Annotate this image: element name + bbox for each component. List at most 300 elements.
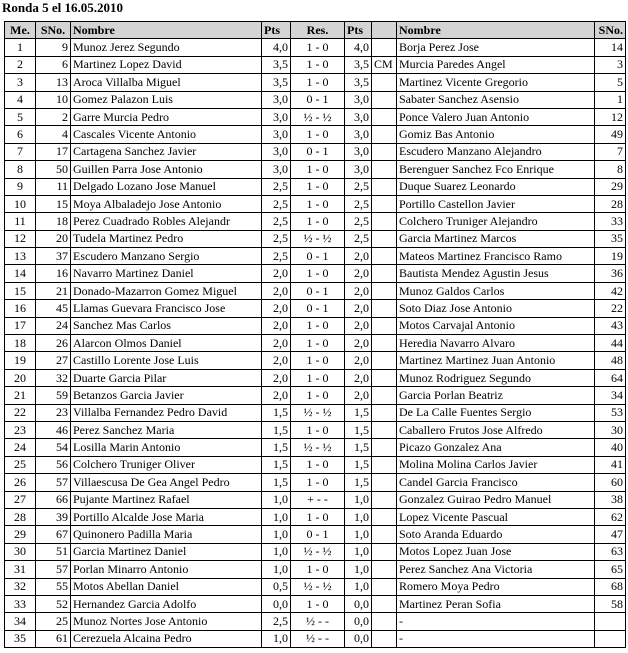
name-black: Garcia Porlan Beatriz — [397, 387, 595, 404]
header-name-black: Nombre — [397, 22, 595, 39]
pts-white: 3,5 — [262, 56, 291, 73]
pts-black: 1,5 — [345, 404, 372, 421]
pts-white: 4,0 — [262, 39, 291, 56]
pts-black: 1,5 — [345, 439, 372, 456]
name-white: Betanzos Garcia Javier — [71, 387, 262, 404]
title-black — [372, 317, 397, 334]
name-white: Porlan Minarro Antonio — [71, 561, 262, 578]
result: 0 - 1 — [291, 248, 345, 265]
pts-white: 3,5 — [262, 74, 291, 91]
pairings-table — [4, 21, 626, 648]
name-black: Heredia Navarro Alvaro — [397, 335, 595, 352]
result: 1 - 0 — [291, 508, 345, 525]
pts-black: 2,0 — [345, 300, 372, 317]
pts-white: 0,0 — [262, 595, 291, 612]
title-black — [372, 474, 397, 491]
sno-white: 55 — [36, 578, 71, 595]
pts-black: 0,0 — [345, 613, 372, 630]
name-white: Llamas Guevara Francisco Jose — [71, 300, 262, 317]
sno-white: 50 — [36, 161, 71, 178]
result: + - - — [291, 491, 345, 508]
pts-white: 2,5 — [262, 178, 291, 195]
sno-white: 61 — [36, 630, 71, 647]
sno-white: 23 — [36, 404, 71, 421]
pts-black: 1,0 — [345, 508, 372, 525]
title-black — [372, 352, 397, 369]
sno-black: 42 — [595, 282, 626, 299]
pts-white: 1,0 — [262, 508, 291, 525]
sno-black: 28 — [595, 195, 626, 212]
header-sno-black: SNo. — [595, 22, 626, 39]
table-row — [5, 561, 626, 578]
pts-white: 1,5 — [262, 474, 291, 491]
table-row — [5, 335, 626, 352]
pts-black: 2,0 — [345, 248, 372, 265]
result: 0 - 1 — [291, 91, 345, 108]
title-black — [372, 491, 397, 508]
table-row — [5, 230, 626, 247]
board-number: 13 — [5, 248, 36, 265]
table-row — [5, 387, 626, 404]
name-white: Escudero Manzano Sergio — [71, 248, 262, 265]
result: 1 - 0 — [291, 335, 345, 352]
result: 1 - 0 — [291, 195, 345, 212]
table-row — [5, 108, 626, 125]
sno-black: 34 — [595, 387, 626, 404]
sno-white: 66 — [36, 491, 71, 508]
name-black: Murcia Paredes Angel — [397, 56, 595, 73]
name-white: Cerezuela Alcaina Pedro — [71, 630, 262, 647]
title-black — [372, 526, 397, 543]
pts-white: 2,5 — [262, 248, 291, 265]
name-black: Caballero Frutos Jose Alfredo — [397, 421, 595, 438]
table-row — [5, 526, 626, 543]
result: 1 - 0 — [291, 39, 345, 56]
table-row — [5, 439, 626, 456]
board-number: 27 — [5, 491, 36, 508]
pts-white: 2,5 — [262, 195, 291, 212]
sno-white: 21 — [36, 282, 71, 299]
name-black: Borja Perez Jose — [397, 39, 595, 56]
board-number: 33 — [5, 595, 36, 612]
sno-black — [595, 630, 626, 647]
name-white: Martinez Lopez David — [71, 56, 262, 73]
sno-black: 68 — [595, 578, 626, 595]
name-black: De La Calle Fuentes Sergio — [397, 404, 595, 421]
pts-black: 2,5 — [345, 230, 372, 247]
pts-white: 2,0 — [262, 335, 291, 352]
pts-white: 1,0 — [262, 491, 291, 508]
sno-black: 30 — [595, 421, 626, 438]
header-title — [372, 22, 397, 39]
board-number: 6 — [5, 126, 36, 143]
title-black — [372, 39, 397, 56]
sno-black: 43 — [595, 317, 626, 334]
sno-white: 25 — [36, 613, 71, 630]
board-number: 20 — [5, 369, 36, 386]
name-black: Lopez Vicente Pascual — [397, 508, 595, 525]
title-black — [372, 248, 397, 265]
name-white: Moya Albaladejo Jose Antonio — [71, 195, 262, 212]
title-black — [372, 508, 397, 525]
pts-black: 2,0 — [345, 265, 372, 282]
name-white: Portillo Alcalde Jose Maria — [71, 508, 262, 525]
name-white: Perez Cuadrado Robles Alejandr — [71, 213, 262, 230]
board-number: 11 — [5, 213, 36, 230]
table-row — [5, 421, 626, 438]
pts-black: 2,5 — [345, 213, 372, 230]
result: ½ - ½ — [291, 404, 345, 421]
table-row — [5, 39, 626, 56]
pts-black: 2,0 — [345, 282, 372, 299]
sno-white: 11 — [36, 178, 71, 195]
name-black: Garcia Martinez Marcos — [397, 230, 595, 247]
sno-white: 57 — [36, 474, 71, 491]
name-black: Candel Garcia Francisco — [397, 474, 595, 491]
sno-white: 18 — [36, 213, 71, 230]
header-pts-black: Pts — [345, 22, 372, 39]
board-number: 9 — [5, 178, 36, 195]
board-number: 25 — [5, 456, 36, 473]
board-number: 7 — [5, 143, 36, 160]
header-name-white: Nombre — [71, 22, 262, 39]
pts-white: 3,0 — [262, 91, 291, 108]
table-row — [5, 508, 626, 525]
board-number: 10 — [5, 195, 36, 212]
title-black — [372, 108, 397, 125]
name-black: Martinez Peran Sofia — [397, 595, 595, 612]
board-number: 2 — [5, 56, 36, 73]
pts-white: 1,0 — [262, 561, 291, 578]
name-white: Castillo Lorente Jose Luis — [71, 352, 262, 369]
name-black: Picazo Gonzalez Ana — [397, 439, 595, 456]
board-number: 8 — [5, 161, 36, 178]
table-header-row — [5, 22, 626, 39]
title-black — [372, 578, 397, 595]
sno-black: 65 — [595, 561, 626, 578]
sno-white: 52 — [36, 595, 71, 612]
sno-white: 45 — [36, 300, 71, 317]
table-row — [5, 613, 626, 630]
table-row — [5, 578, 626, 595]
result: 1 - 0 — [291, 369, 345, 386]
sno-black: 19 — [595, 248, 626, 265]
pts-black: 0,0 — [345, 595, 372, 612]
pts-white: 2,0 — [262, 300, 291, 317]
table-row — [5, 543, 626, 560]
title-black — [372, 439, 397, 456]
pts-white: 3,0 — [262, 143, 291, 160]
result: 1 - 0 — [291, 56, 345, 73]
sno-white: 6 — [36, 56, 71, 73]
table-row — [5, 56, 626, 73]
sno-black: 36 — [595, 265, 626, 282]
pts-white: 1,5 — [262, 439, 291, 456]
title-black — [372, 543, 397, 560]
sno-black: 8 — [595, 161, 626, 178]
sno-black: 22 — [595, 300, 626, 317]
name-white: Sanchez Mas Carlos — [71, 317, 262, 334]
title-black — [372, 91, 397, 108]
name-white: Navarro Martinez Daniel — [71, 265, 262, 282]
title-black — [372, 561, 397, 578]
board-number: 24 — [5, 439, 36, 456]
board-number: 28 — [5, 508, 36, 525]
board-number: 1 — [5, 39, 36, 56]
title-black — [372, 143, 397, 160]
table-row — [5, 91, 626, 108]
title-black — [372, 74, 397, 91]
title-black — [372, 456, 397, 473]
name-black: Martinez Martinez Juan Antonio — [397, 352, 595, 369]
table-row — [5, 474, 626, 491]
header-sno-white: SNo. — [36, 22, 71, 39]
title-black — [372, 613, 397, 630]
name-white: Munoz Nortes Jose Antonio — [71, 613, 262, 630]
sno-black: 12 — [595, 108, 626, 125]
name-black: Martinez Vicente Gregorio — [397, 74, 595, 91]
table-row — [5, 213, 626, 230]
sno-white: 4 — [36, 126, 71, 143]
sno-white: 54 — [36, 439, 71, 456]
name-black: Ponce Valero Juan Antonio — [397, 108, 595, 125]
pts-black: 2,0 — [345, 352, 372, 369]
pts-black: 3,0 — [345, 108, 372, 125]
table-row — [5, 352, 626, 369]
result: ½ - - — [291, 613, 345, 630]
table-row — [5, 630, 626, 647]
pts-white: 3,0 — [262, 161, 291, 178]
pts-white: 2,0 — [262, 387, 291, 404]
sno-white: 9 — [36, 39, 71, 56]
pts-white: 2,0 — [262, 317, 291, 334]
name-black: Duque Suarez Leonardo — [397, 178, 595, 195]
pts-black: 0,0 — [345, 630, 372, 647]
title-black — [372, 335, 397, 352]
title-black — [372, 265, 397, 282]
title-black — [372, 595, 397, 612]
sno-black: 60 — [595, 474, 626, 491]
sno-black: 44 — [595, 335, 626, 352]
table-row — [5, 126, 626, 143]
board-number: 29 — [5, 526, 36, 543]
result: 1 - 0 — [291, 161, 345, 178]
pts-black: 3,0 — [345, 143, 372, 160]
board-number: 34 — [5, 613, 36, 630]
pts-white: 1,0 — [262, 543, 291, 560]
board-number: 3 — [5, 74, 36, 91]
name-white: Guillen Parra Jose Antonio — [71, 161, 262, 178]
table-row — [5, 195, 626, 212]
sno-black: 7 — [595, 143, 626, 160]
pts-black: 3,5 — [345, 56, 372, 73]
name-black: Motos Lopez Juan Jose — [397, 543, 595, 560]
sno-black: 14 — [595, 39, 626, 56]
name-black: Perez Sanchez Ana Victoria — [397, 561, 595, 578]
pts-black: 3,0 — [345, 91, 372, 108]
name-white: Cartagena Sanchez Javier — [71, 143, 262, 160]
result: 1 - 0 — [291, 126, 345, 143]
board-number: 5 — [5, 108, 36, 125]
title-black — [372, 126, 397, 143]
pts-black: 2,0 — [345, 317, 372, 334]
sno-white: 26 — [36, 335, 71, 352]
table-row — [5, 265, 626, 282]
board-number: 21 — [5, 387, 36, 404]
table-row — [5, 369, 626, 386]
result: 0 - 1 — [291, 282, 345, 299]
name-black: Soto Aranda Eduardo — [397, 526, 595, 543]
sno-white: 13 — [36, 74, 71, 91]
table-row — [5, 74, 626, 91]
title-black — [372, 230, 397, 247]
name-white: Villaescusa De Gea Angel Pedro — [71, 474, 262, 491]
board-number: 4 — [5, 91, 36, 108]
name-white: Aroca Villalba Miguel — [71, 74, 262, 91]
title-black — [372, 195, 397, 212]
sno-black: 3 — [595, 56, 626, 73]
board-number: 14 — [5, 265, 36, 282]
pts-black: 1,0 — [345, 561, 372, 578]
result: 1 - 0 — [291, 74, 345, 91]
result: 1 - 0 — [291, 213, 345, 230]
table-row — [5, 456, 626, 473]
pts-white: 1,0 — [262, 526, 291, 543]
pts-black: 1,0 — [345, 543, 372, 560]
title-black — [372, 282, 397, 299]
table-row — [5, 491, 626, 508]
pts-white: 1,5 — [262, 421, 291, 438]
sno-black — [595, 613, 626, 630]
name-white: Villalba Fernandez Pedro David — [71, 404, 262, 421]
result: 1 - 0 — [291, 421, 345, 438]
name-black: - — [397, 630, 595, 647]
name-black: Colchero Truniger Alejandro — [397, 213, 595, 230]
name-black: Portillo Castellon Javier — [397, 195, 595, 212]
result: 1 - 0 — [291, 265, 345, 282]
result: 1 - 0 — [291, 387, 345, 404]
sno-white: 10 — [36, 91, 71, 108]
pts-black: 4,0 — [345, 39, 372, 56]
title-black: CM — [372, 56, 397, 73]
table-row — [5, 317, 626, 334]
pts-white: 2,5 — [262, 213, 291, 230]
name-black: Munoz Galdos Carlos — [397, 282, 595, 299]
table-row — [5, 282, 626, 299]
sno-black: 38 — [595, 491, 626, 508]
table-row — [5, 248, 626, 265]
sno-white: 32 — [36, 369, 71, 386]
table-row — [5, 161, 626, 178]
title-black — [372, 161, 397, 178]
result: 0 - 1 — [291, 300, 345, 317]
pts-white: 3,0 — [262, 126, 291, 143]
name-white: Perez Sanchez Maria — [71, 421, 262, 438]
pts-white: 2,5 — [262, 613, 291, 630]
result: 1 - 0 — [291, 456, 345, 473]
table-row — [5, 178, 626, 195]
pts-black: 1,0 — [345, 578, 372, 595]
sno-white: 51 — [36, 543, 71, 560]
result: 1 - 0 — [291, 561, 345, 578]
pts-white: 2,0 — [262, 282, 291, 299]
board-number: 17 — [5, 317, 36, 334]
page-title: Ronda 5 el 16.05.2010 — [2, 0, 123, 15]
pts-black: 3,0 — [345, 126, 372, 143]
sno-black: 62 — [595, 508, 626, 525]
result: ½ - ½ — [291, 578, 345, 595]
sno-white: 20 — [36, 230, 71, 247]
board-number: 31 — [5, 561, 36, 578]
name-white: Quinonero Padilla Maria — [71, 526, 262, 543]
board-number: 15 — [5, 282, 36, 299]
result: 1 - 0 — [291, 595, 345, 612]
name-black: Munoz Rodriguez Segundo — [397, 369, 595, 386]
name-black: Soto Diaz Jose Antonio — [397, 300, 595, 317]
name-white: Losilla Marin Antonio — [71, 439, 262, 456]
sno-black: 40 — [595, 439, 626, 456]
name-white: Colchero Truniger Oliver — [71, 456, 262, 473]
title-black — [372, 178, 397, 195]
pts-black: 1,0 — [345, 491, 372, 508]
pts-white: 3,0 — [262, 108, 291, 125]
pts-black: 2,5 — [345, 178, 372, 195]
sno-white: 59 — [36, 387, 71, 404]
sno-white: 2 — [36, 108, 71, 125]
name-white: Cascales Vicente Antonio — [71, 126, 262, 143]
header-pts-white: Pts — [262, 22, 291, 39]
pts-white: 1,0 — [262, 630, 291, 647]
pts-black: 3,0 — [345, 161, 372, 178]
pts-black: 2,0 — [345, 335, 372, 352]
sno-white: 17 — [36, 143, 71, 160]
name-white: Delgado Lozano Jose Manuel — [71, 178, 262, 195]
table-row — [5, 595, 626, 612]
sno-black: 29 — [595, 178, 626, 195]
sno-black: 33 — [595, 213, 626, 230]
sno-white: 57 — [36, 561, 71, 578]
board-number: 32 — [5, 578, 36, 595]
sno-black: 53 — [595, 404, 626, 421]
result: ½ - ½ — [291, 230, 345, 247]
sno-black: 35 — [595, 230, 626, 247]
sno-white: 67 — [36, 526, 71, 543]
sno-white: 39 — [36, 508, 71, 525]
board-number: 22 — [5, 404, 36, 421]
table-row — [5, 404, 626, 421]
pts-white: 0,5 — [262, 578, 291, 595]
name-white: Tudela Martinez Pedro — [71, 230, 262, 247]
name-black: Bautista Mendez Agustin Jesus — [397, 265, 595, 282]
board-number: 19 — [5, 352, 36, 369]
pts-black: 1,5 — [345, 474, 372, 491]
result: 0 - 1 — [291, 526, 345, 543]
result: ½ - - — [291, 630, 345, 647]
title-black — [372, 387, 397, 404]
name-white: Motos Abellan Daniel — [71, 578, 262, 595]
name-black: Motos Carvajal Antonio — [397, 317, 595, 334]
pts-black: 2,5 — [345, 195, 372, 212]
sno-black: 1 — [595, 91, 626, 108]
header-board: Me. — [5, 22, 36, 39]
name-black: Sabater Sanchez Asensio — [397, 91, 595, 108]
board-number: 23 — [5, 421, 36, 438]
name-black: Escudero Manzano Alejandro — [397, 143, 595, 160]
board-number: 12 — [5, 230, 36, 247]
sno-black: 58 — [595, 595, 626, 612]
sno-white: 46 — [36, 421, 71, 438]
name-black: Gomiz Bas Antonio — [397, 126, 595, 143]
